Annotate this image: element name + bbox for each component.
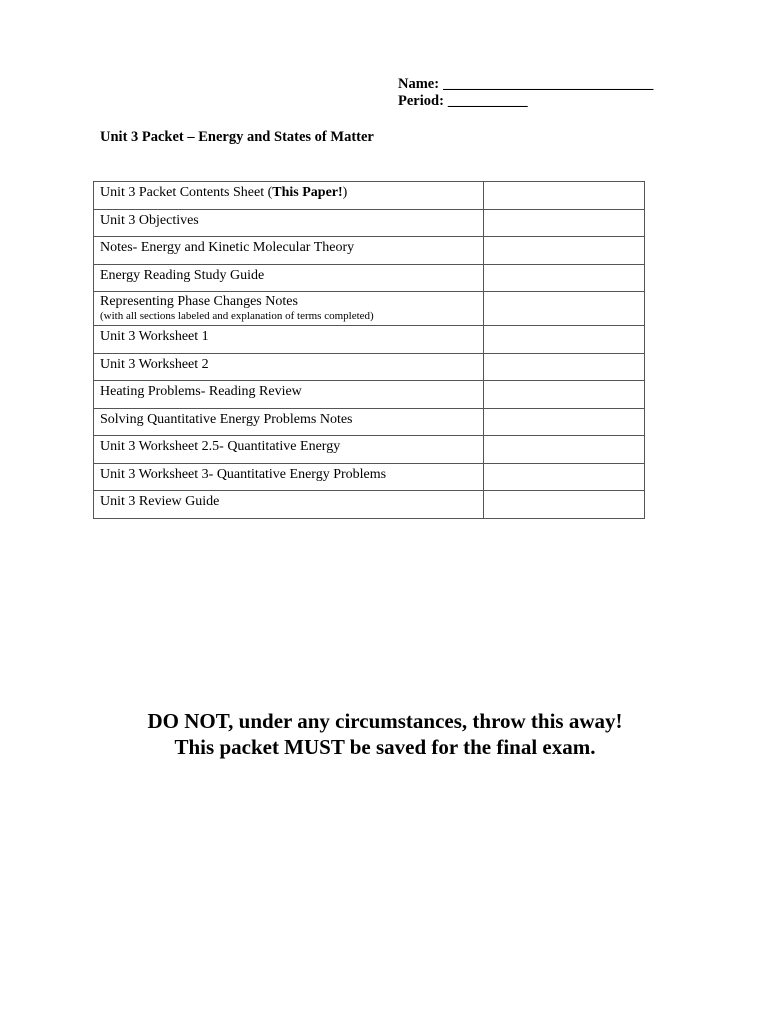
item-emphasis: This Paper! bbox=[272, 185, 343, 200]
checkoff-cell bbox=[484, 491, 645, 519]
table-row bbox=[94, 237, 645, 265]
checkoff-cell bbox=[484, 292, 645, 326]
warning-notice bbox=[0, 708, 770, 760]
table-row bbox=[94, 491, 645, 519]
name-label: Name: bbox=[398, 76, 440, 92]
table-row bbox=[94, 381, 645, 409]
contents-item-cell bbox=[94, 292, 484, 326]
contents-item-cell bbox=[94, 353, 484, 381]
contents-item-cell bbox=[94, 264, 484, 292]
checkoff-cell bbox=[484, 353, 645, 381]
contents-item-cell bbox=[94, 182, 484, 210]
checkoff-cell bbox=[484, 408, 645, 436]
contents-item-label: Energy Reading Study Guide bbox=[100, 267, 265, 283]
contents-item-cell bbox=[94, 237, 484, 265]
checkoff-cell bbox=[484, 209, 645, 237]
checkoff-cell bbox=[484, 182, 645, 210]
checkoff-cell bbox=[484, 381, 645, 409]
checkoff-cell bbox=[484, 237, 645, 265]
table-row bbox=[94, 408, 645, 436]
period-label: Period: bbox=[398, 93, 444, 109]
table-row bbox=[94, 292, 645, 326]
contents-item-label: Unit 3 Worksheet 3- Quantitative Energy Problems bbox=[100, 466, 387, 482]
period-line bbox=[398, 93, 653, 110]
period-blank: ___________ bbox=[447, 93, 528, 109]
table-row bbox=[94, 209, 645, 237]
name-line bbox=[398, 76, 653, 93]
contents-item-cell bbox=[94, 408, 484, 436]
contents-item-label: Solving Quantitative Energy Problems Notes bbox=[100, 411, 353, 427]
table-row bbox=[94, 463, 645, 491]
contents-item-label: Unit 3 Worksheet 2.5- Quantitative Energy bbox=[100, 439, 341, 454]
contents-item-label: Unit 3 Review Guide bbox=[100, 494, 220, 509]
contents-item-cell bbox=[94, 209, 484, 237]
contents-item-note: (with all sections labeled and explanation of terms completed) bbox=[100, 310, 374, 322]
contents-item-label: Unit 3 Worksheet 1 bbox=[100, 329, 209, 344]
name-blank: _____________________________ bbox=[443, 76, 654, 92]
item-text: Unit 3 Packet Contents Sheet ( bbox=[100, 185, 273, 200]
contents-table bbox=[93, 181, 645, 519]
contents-item-label: Unit 3 Objectives bbox=[100, 212, 199, 228]
warning-line-1: DO NOT, under any circumstances, throw this away! bbox=[147, 709, 623, 733]
table-row bbox=[94, 182, 645, 210]
checkoff-cell bbox=[484, 436, 645, 464]
contents-item-label bbox=[100, 185, 477, 201]
contents-item-cell bbox=[94, 381, 484, 409]
checkoff-cell bbox=[484, 463, 645, 491]
item-text-suffix: ) bbox=[342, 185, 348, 200]
packet-title: Unit 3 Packet – Energy and States of Matter bbox=[100, 129, 374, 145]
student-info-block bbox=[398, 76, 653, 110]
contents-item-label: Unit 3 Worksheet 2 bbox=[100, 356, 209, 372]
checkoff-cell bbox=[484, 326, 645, 354]
contents-item-cell bbox=[94, 436, 484, 464]
table-row bbox=[94, 353, 645, 381]
contents-item-cell bbox=[94, 326, 484, 354]
checkoff-cell bbox=[484, 264, 645, 292]
warning-line-2: This packet MUST be saved for the final exam. bbox=[174, 735, 596, 759]
contents-item-cell bbox=[94, 491, 484, 519]
contents-item-cell bbox=[94, 463, 484, 491]
table-row bbox=[94, 436, 645, 464]
contents-item-label: Heating Problems- Reading Review bbox=[100, 384, 302, 399]
table-row bbox=[94, 326, 645, 354]
contents-item-label: Notes- Energy and Kinetic Molecular Theory bbox=[100, 240, 355, 255]
contents-item-label: Representing Phase Changes Notes bbox=[100, 294, 298, 309]
table-row bbox=[94, 264, 645, 292]
